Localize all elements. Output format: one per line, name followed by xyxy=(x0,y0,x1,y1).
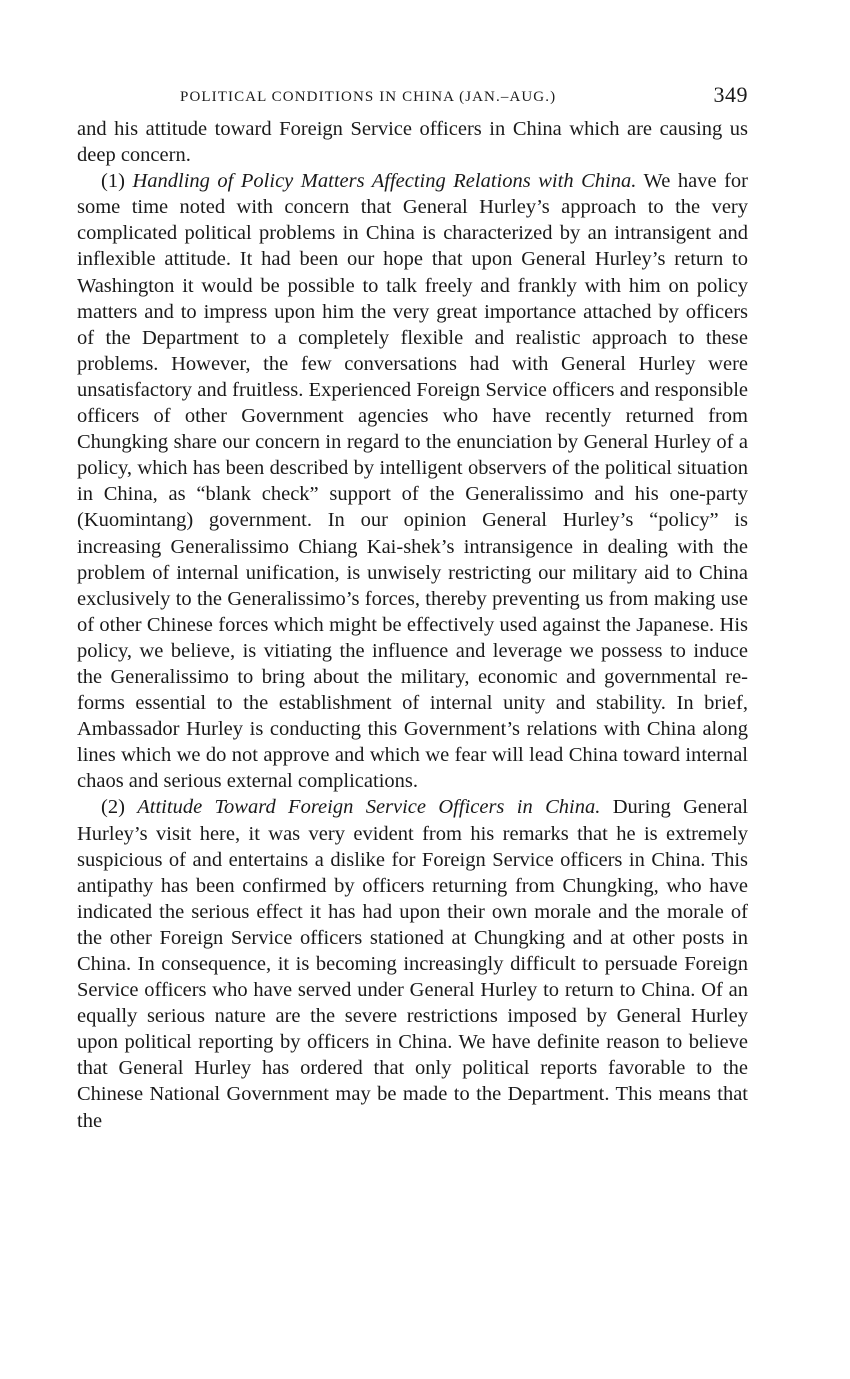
running-title: POLITICAL CONDITIONS IN CHINA (JAN.–AUG.) xyxy=(180,89,557,105)
section-2-number: (2) xyxy=(101,796,125,819)
section-2-text: During General Hurley’s visit here, it was very evident from his remarks that he is extremely suspicious of and entertains a dislike for Foreign Service officers in China. This antipathy has been confirmed by officers returning from Chungking, who have indicated the serious effect it has had upon their own morale and the morale of the other Foreign Service officers stationed at Chungking and at other posts in China. In consequence, it is becoming increasingly difficult to persuade Foreign Service officers who have served under General Hurley to return to China. Of an equally serious nature are the severe restrictions imposed by General Hurley upon political reporting by officers in China. We have definite reason to believe that General Hurley has ordered that only political reports favorable to the Chinese National Government may be made to the Department. This means that the xyxy=(77,796,748,1132)
paragraph-section-1 xyxy=(77,168,748,794)
document-page xyxy=(77,80,748,1134)
page-number: 349 xyxy=(713,82,748,107)
paragraph-section-2 xyxy=(77,794,748,1133)
paragraph-continuation: and his attitude toward Foreign Service officers in China which are causing us deep concern. xyxy=(77,118,748,167)
section-1-number: (1) xyxy=(101,170,125,193)
body-text xyxy=(77,116,748,1134)
section-1-heading: Handling of Policy Matters Affecting Relations with China. xyxy=(132,170,637,193)
running-head xyxy=(77,80,748,116)
section-2-heading: Attitude Toward Foreign Service Officers in China. xyxy=(137,796,601,819)
section-1-text: We have for some time noted with concern that General Hurley’s approach to the very complicated political problems in China is characterized by an intransigent and inflexible attitude. It had been our hope that upon General Hurley’s return to Washington it would be possible to talk freely and frankly with him on policy matters and to impress upon him the very great importance attached by officers of the Department to a completely flexible and realistic approach to these problems. However, the few conversations had with General Hurley were unsatisfactory and fruitless. Experienced Foreign Service officers and responsible officers of other Government agencies who have recently returned from Chungking share our concern in regard to the enunciation by General Hurley of a policy, which has been described by intelligent observers of the political situation in China, as “blank check” support of the Generalissimo and his one-party (Kuomintang) government. In our opinion General Hurley’s “policy” is increasing Generalissimo Chiang Kai-shek’s intransigence in dealing with the problem of internal unification, is unwisely restricting our military aid to China exclusively to the Generalissimo’s forces, thereby preventing us from making use of other Chinese forces which might be effectively used against the Japanese. His policy, we believe, is vitiating the influence and leverage we possess to induce the Generalissimo to bring about the military, economic and governmental reforms essential to the establishment of internal unity and stability. In brief, Ambassador Hurley is conducting this Government’s relations with China along lines which we do not approve and which we fear will lead China toward internal chaos and serious external complications. xyxy=(77,170,748,793)
